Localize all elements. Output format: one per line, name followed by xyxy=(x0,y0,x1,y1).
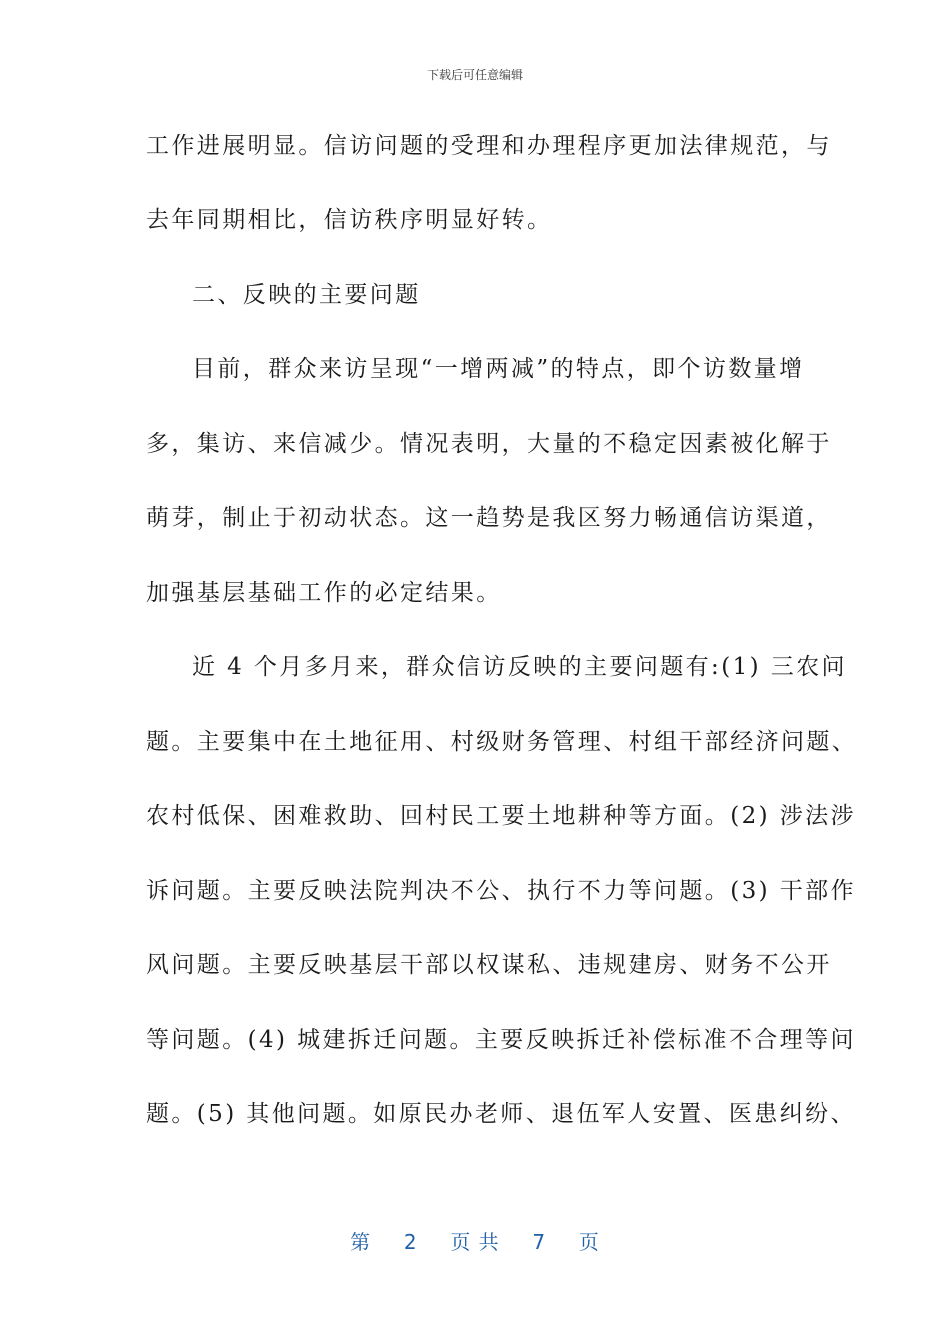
paragraph-line: 农村低保、困难救助、回村民工要土地耕种等方面。(2) 涉法涉 xyxy=(146,803,856,829)
paragraph-line: 题。(5) 其他问题。如原民办老师、退伍军人安置、医患纠纷、 xyxy=(146,1101,856,1127)
footer-middle: 页 共 xyxy=(450,1230,500,1254)
paragraph-line: 去年同期相比，信访秩序明显好转。 xyxy=(146,207,553,233)
paragraph-line: 等问题。(4) 城建拆迁问题。主要反映拆迁补偿标准不合理等问 xyxy=(146,1027,856,1053)
page-footer xyxy=(0,1226,950,1255)
current-page-number: 2 xyxy=(403,1230,418,1254)
header-note: 下载后可任意编辑 xyxy=(426,68,523,82)
footer-prefix: 第 xyxy=(350,1230,372,1254)
paragraph-line: 加强基层基础工作的必定结果。 xyxy=(146,580,502,606)
paragraph-line: 多，集访、来信减少。情况表明，大量的不稳定因素被化解于 xyxy=(146,431,832,457)
paragraph-line: 近 4 个月多月来，群众信访反映的主要问题有:(1) 三农问 xyxy=(192,654,847,680)
paragraph-line: 风问题。主要反映基层干部以权谋私、违规建房、财务不公开 xyxy=(146,952,832,978)
paragraph-line: 目前，群众来访呈现“一增两减”的特点，即个访数量增 xyxy=(192,356,805,382)
section-heading: 二、反映的主要问题 xyxy=(192,282,421,308)
footer-suffix: 页 xyxy=(578,1230,600,1254)
paragraph-line: 诉问题。主要反映法院判决不公、执行不力等问题。(3) 干部作 xyxy=(146,878,856,904)
paragraph-line: 萌芽，制止于初动状态。这一趋势是我区努力畅通信访渠道， xyxy=(146,505,832,531)
paragraph-line: 工作进展明显。信访问题的受理和办理程序更加法律规范，与 xyxy=(146,133,832,159)
total-pages-number: 7 xyxy=(532,1230,547,1254)
paragraph-line: 题。主要集中在土地征用、村级财务管理、村组干部经济问题、 xyxy=(146,729,858,755)
